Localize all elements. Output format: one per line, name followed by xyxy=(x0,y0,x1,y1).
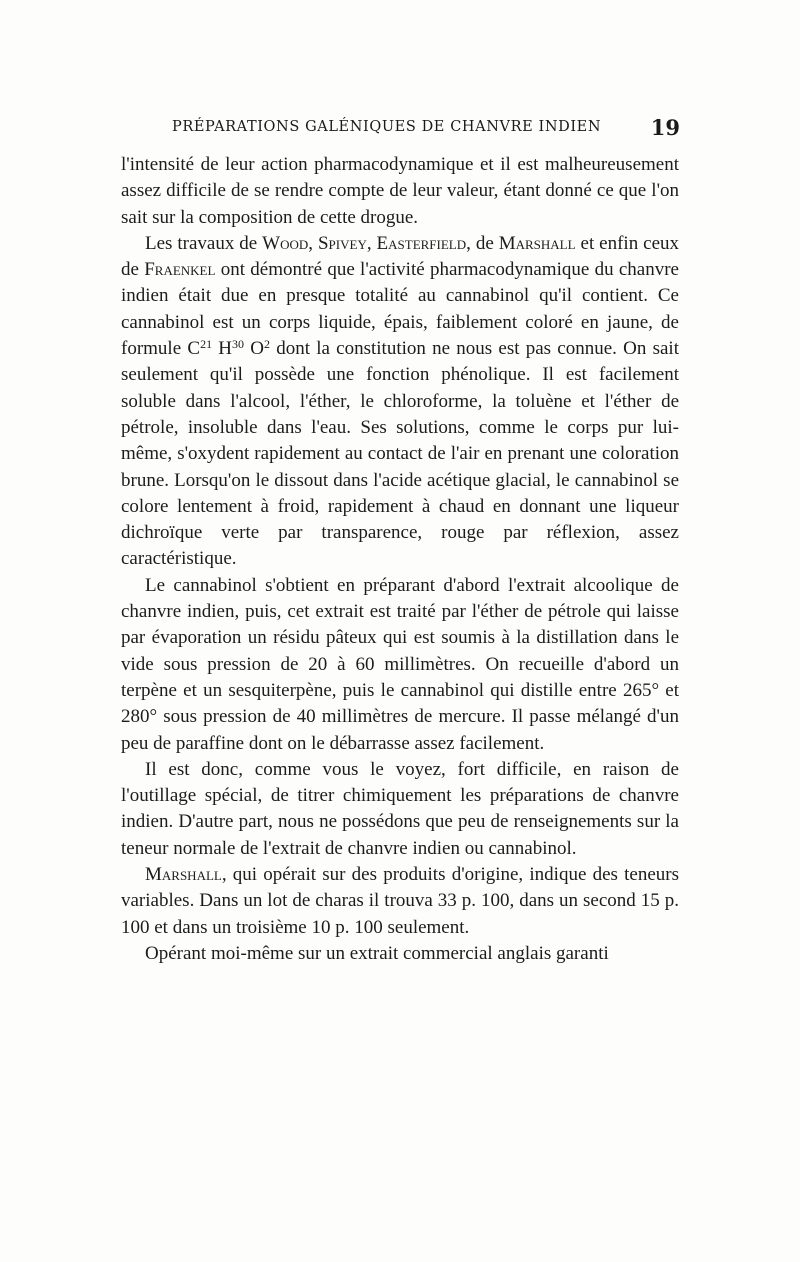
formula-hydrogen: H xyxy=(212,338,233,360)
running-header xyxy=(120,117,680,139)
paragraph-2-text-d: dont la constitution ne nous est pas connue. On sait seulement qu'il possède une fonction phénolique. Il est facilement soluble dans l'alcool, l'éther, le chloroforme, la toluène et l'éther de pétrole, insoluble dans l'eau. Ses solutions, comme le corps pur lui-même, s'oxydent rapidement au contact de l'air en prenant une coloration brune. Lorsqu'on le dissout dans l'acide acétique glacial, le cannabinol se colore lentement à froid, rapidement à chaud en donnant une liqueur dichroïque verte par transparence, rouge par réflexion, assez caractéristique. xyxy=(121,338,679,570)
formula-subscript-oxygen: 2 xyxy=(263,337,270,352)
separator: , xyxy=(366,232,377,254)
paragraph-2-text-b: et enfin ceux de xyxy=(121,232,680,281)
author-name-wood: Wood xyxy=(262,232,309,254)
paragraph-3 xyxy=(121,573,679,757)
paragraph-4-text: Il est donc, comme vous le voyez, fort difficile, en raison de l'outillage spécial, de titrer chimiquement les préparations de chanvre indien. D'autre part, nous ne possédons que peu de renseignements sur la teneur normale de l'extrait de chanvre indien ou cannabinol. xyxy=(121,758,679,859)
paragraph-6-text: Opérant moi-même sur un extrait commercial anglais garanti xyxy=(145,942,609,964)
paragraph-2 xyxy=(121,231,679,573)
author-name-spivey: Spivey xyxy=(317,232,367,254)
author-name-marshall: Marshall xyxy=(145,864,222,886)
paragraph-2-text-c: ont démontré que l'activité pharmacodynamique du chanvre indien était due en presque totalité au cannabinol qu'il contient. Ce cannabinol est un corps liquide, épais, faiblement coloré en jaune, de formule C xyxy=(121,259,679,360)
page-number: 19 xyxy=(650,115,680,140)
paragraph-2-text-a: Les travaux de xyxy=(145,232,263,254)
body-text xyxy=(121,152,679,967)
author-name-easterfield: Easterfield xyxy=(376,232,467,254)
running-title: PRÉPARATIONS GALÉNIQUES DE CHANVRE INDIEN xyxy=(172,119,602,135)
paragraph-continued xyxy=(121,152,679,231)
author-name-fraenkel: Fraenkel xyxy=(144,259,216,281)
paragraph-3-text: Le cannabinol s'obtient en préparant d'abord l'extrait alcoolique de chanvre indien, puis, cet extrait est traité par l'éther de pétrole qui laisse par évaporation un résidu pâteux qui est soumis à la distillation dans le vide sous pression de 20 à 60 millimètres. On recueille d'abord un terpène et un sesquiterpène, puis le cannabinol qui distille entre 265° et 280° sous pression de 40 millimètres de mercure. Il passe mélangé d'un peu de paraffine dont on le débarrasse assez facilement. xyxy=(121,574,679,754)
paragraph-1-text: l'intensité de leur action pharmacodynamique et il est malheureusement assez difficile de se rendre compte de leur valeur, étant donné ce que l'on sait sur la composition de cette drogue. xyxy=(121,154,679,228)
formula-oxygen: O xyxy=(244,338,264,360)
formula-subscript-carbon: 21 xyxy=(200,337,213,352)
paragraph-5-text: , qui opérait sur des produits d'origine, indique des teneurs variables. Dans un lot de charas il trouva 33 p. 100, dans un second 15 p. 100 et dans un troisième 10 p. 100 seulement. xyxy=(121,864,679,938)
author-name-marshall: Marshall xyxy=(498,232,576,254)
separator: , de xyxy=(466,232,499,254)
paragraph-6 xyxy=(121,941,679,967)
separator: , xyxy=(308,232,318,254)
paragraph-4 xyxy=(121,757,679,862)
paragraph-5 xyxy=(121,862,679,941)
formula-subscript-hydrogen: 30 xyxy=(232,337,245,352)
